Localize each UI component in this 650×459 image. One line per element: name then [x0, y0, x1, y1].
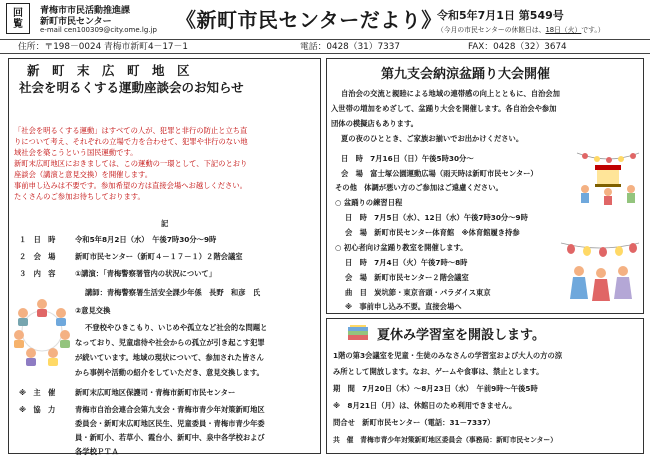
meeting-notice-box	[8, 58, 321, 454]
venue-label: ２ 会 場	[19, 252, 56, 261]
study-cohost: 共 催 青梅市青少年対策新町地区委員会（事務局：新町市民センター）	[333, 436, 558, 444]
beginner-date: 日 時 7月4日（火）午後7時～8時	[345, 258, 468, 267]
holiday-day: 18日（火）	[545, 26, 582, 34]
coop-label: ※ 協 力	[19, 405, 56, 414]
org-name: 青梅市市民活動推進課	[40, 6, 131, 16]
lecturer: 講師：青梅警察署生活安全課少年係 長野 和彦 氏	[85, 288, 261, 297]
content-lecture: ①講演：「青梅警察署管内の状況について」	[75, 269, 217, 278]
holiday-notice	[437, 24, 605, 34]
coop-line: 員・新町小、若草小、霞台小、新町中、泉中各学校および	[75, 433, 265, 442]
intro-line: 「社会を明るくする運動」はすべての人が、犯罪と非行の防止と立ち直	[14, 126, 248, 135]
content-exchange: ②意見交換	[75, 306, 111, 315]
study-note: ※ 8月21日（月）は、休館日のため利用できません。	[333, 401, 517, 410]
study-room-box	[326, 318, 644, 454]
practice-title: ○ 盆踊りの練習日程	[335, 198, 403, 207]
host-label: ※ 主 催	[19, 388, 56, 397]
bon-odori-title: 第九支会納涼盆踊り大会開催	[381, 67, 551, 82]
meeting-title: 社会を明るくする運動座談会のお知らせ	[19, 80, 244, 95]
holiday-suffix: です。）	[581, 26, 605, 34]
bon-intro-line: 入世帯の増加をめざして、盆踊り大会を開催します。各自治会や参加	[331, 104, 557, 113]
content-label: ３ 内 容	[19, 269, 56, 278]
beginner-venue: 会 場 新町市民センター２階会議室	[345, 273, 469, 282]
bon-venue: 会 場 富士塚公園運動広場（雨天時は新町市民センター）	[341, 169, 538, 178]
exchange-line: なっており、児童虐待や社会からの孤立が引き起こす犯罪	[75, 338, 265, 347]
email-link[interactable]: e-mail cen100309@city.ome.lg.jp	[40, 26, 157, 34]
venue-value: 新町市民センター（新町４－１７－１）２階会議室	[75, 252, 243, 261]
bon-date: 日 時 7月16日（日）午後5時30分～	[341, 154, 474, 163]
address: 住所：〒198－0024 青梅市新町4－17－1	[18, 42, 188, 52]
intro-line: りについて考え、それぞれの立場で力を合わせて、犯罪や非行のない地	[14, 137, 248, 146]
practice-venue: 会 場 新町市民センター体育館 ※体育館履き持参	[345, 228, 520, 237]
center-name: 新町市民センター	[40, 17, 112, 27]
circulation-stamp	[6, 3, 30, 34]
book-icon	[347, 324, 369, 342]
bon-other: その他 体調が悪い方のご参加はご遠慮ください。	[335, 183, 503, 192]
district-title: 新 町 末 広 町 地 区	[27, 63, 190, 78]
bon-intro-line: 夏の夜のひととき、ご家族お揃いでお出かけください。	[341, 134, 524, 143]
bon-odori-box	[326, 58, 644, 314]
exchange-line: から事例や活動の紹介をしていただき、意見交換します。	[75, 368, 264, 377]
exchange-line: が続いています。地域の現状について、参加された皆さん	[75, 353, 264, 362]
practice-date: 日 時 7月5日（水）、12日（水）午後7時30分～9時	[345, 213, 528, 222]
study-line: み所として開放します。なお、ゲームや食事は、禁止とします。	[333, 367, 544, 376]
bon-intro-line: 団体の模擬店もあります。	[331, 119, 418, 128]
intro-line: 新町末広町地区におきましては、この運動の一環として、下記のとおり	[14, 159, 248, 168]
study-period: 期 間 7月20日（木）～8月23日（水） 午前9時～午後5時	[333, 384, 538, 393]
study-room-title: 夏休み学習室を開設します。	[377, 328, 545, 343]
festival-illustration	[575, 147, 641, 205]
intro-line: 座談会（講演と意見交換）を開催します。	[14, 170, 153, 179]
people-circle-illustration	[11, 295, 73, 367]
bon-intro-line: 自治会の交流と親睦による地域の連帯感の向上とともに、自治会加	[341, 89, 560, 98]
exchange-line: 不登校やひきこもり、いじめや孤立など社会的な問題と	[85, 323, 268, 332]
contact-bar	[0, 39, 650, 54]
holiday-prefix: （今月の市民センターの休館日は、	[437, 26, 546, 34]
coop-line: 委員会・新町末広町地区民生、児童委員・青梅市青少年委	[75, 419, 265, 428]
fax: FAX：0428（32）3674	[468, 42, 567, 52]
study-inquiry: 問合せ 新町市民センター（電話：31－7337）	[333, 418, 495, 427]
circulation-stamp-text: 回 覧	[13, 7, 23, 30]
beginner-title: ○ 初心者向け盆踊り教室を開催します。	[335, 243, 468, 252]
beginner-song: 曲 目 炭坑節・東京音頭・パラダイス東京	[345, 288, 491, 297]
issue-number: 令和5年7月1日 第549号	[437, 9, 564, 22]
phone: 電話：0428（31）7337	[300, 42, 400, 52]
ki-heading: 記	[161, 219, 169, 228]
date-value: 令和5年8月2日（水） 午後7時30分～9時	[75, 235, 217, 244]
intro-line: 事前申し込みは不要です。参加希望の方は直接会場へお越しください。	[14, 181, 247, 190]
coop-line: 各学校ＰＴＡ	[75, 447, 119, 456]
newsletter-title: 《新町市民センターだより》	[176, 8, 442, 32]
host-value: 新町末広町地区保護司・青梅市新町市民センター	[75, 388, 236, 397]
lantern-dancers-illustration	[559, 237, 641, 307]
date-label: １ 日 時	[19, 235, 56, 244]
coop-line: 青梅市自治会連合会第九支会・青梅市青少年対策新町地区	[75, 405, 265, 414]
intro-line: 域社会を築こうという国民運動です。	[14, 148, 138, 157]
study-line: 1階の第3会議室を児童・生徒のみなさんの学習室および大人の方の涼	[333, 351, 563, 360]
beginner-note: ※ 事前申し込み不要。直接会場へ	[345, 302, 462, 311]
intro-line: たくさんのご参加お待ちしております。	[14, 192, 145, 201]
